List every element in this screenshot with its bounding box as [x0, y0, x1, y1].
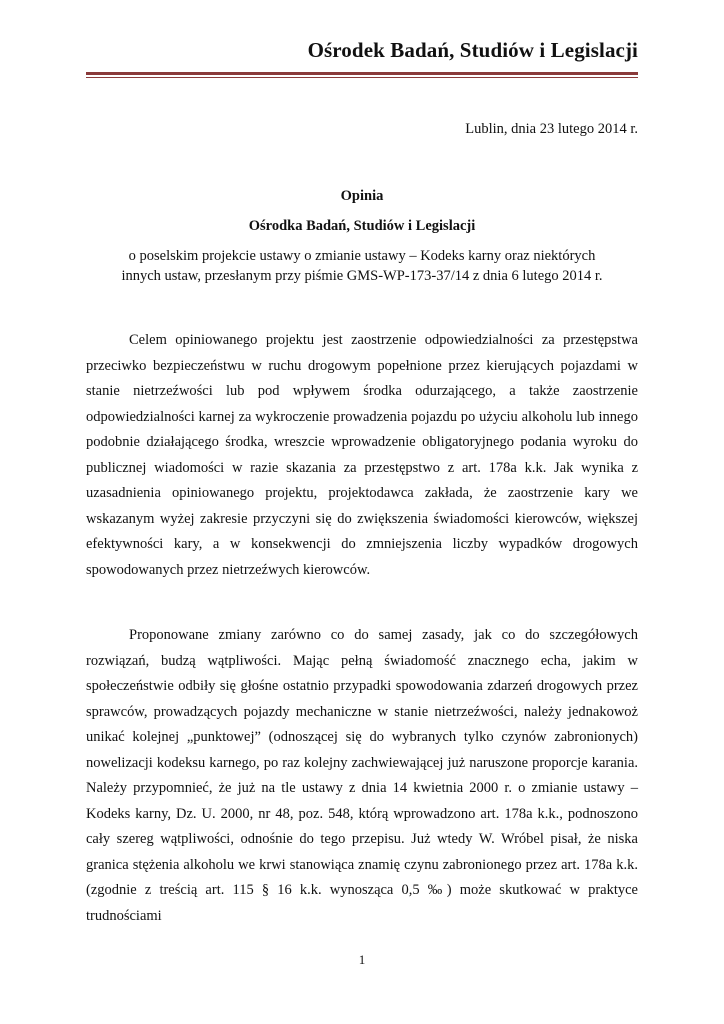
header-rule-thick — [86, 72, 638, 75]
date-line: Lublin, dnia 23 lutego 2014 r. — [465, 121, 638, 137]
paragraph-text: Celem opiniowanego projektu jest zaostrzenie odpowiedzialności za przestępstwa przeciwko bezpieczeństwu w ruchu drogowym popełnione przez kierujących pojazdami w stanie nietrzeźwości lub pod wpływem środka odurzającego, a także zaostrzenie odpowiedzialności karnej za wykroczenie prowadzenia pojazdu po użyciu alkoholu lub innego podobnie działającego środka, wreszcie wprowadzenie obligatoryjnego podania wyroku do publicznej wiadomości w razie skazania za przestępstwo z art. 178a k.k. Jak wynika z uzasadnienia opiniowanego projektu, projektodawca zakłada, że zaostrzenie kary we wskazanym wyżej zakresie przyczyni się do zwiększenia świadomości kierowców, większej efektywności kary, a w konsekwencji do zmniejszenia liczby wypadków drogowych spowodowanych przez nietrzeźwych kierowców. — [86, 332, 638, 578]
page-number: 1 — [358, 952, 366, 967]
paragraph-text: Proponowane zmiany zarówno co do samej zasady, jak co do szczegółowych rozwiązań, budzą wątpliwości. Mając pełną świadomość znacznego echa, jakim w społeczeństwie odbiły się głośne ostatnio przypadki spowodowania zdarzeń drogowych przez sprawców, prowadzących pojazdy mechaniczne w stanie nietrzeźwości, należy jednakowoż unikać kolejnej „punktowej” (odnoszącej się do wybranych tylko czynów zabronionych) nowelizacji kodeksu karnego, po raz kolejny zachwiewającej już naruszone proporcje karania. Należy przypomnieć, że już na tle ustawy z dnia 14 kwietnia 2000 r. o zmianie ustawy – Kodeks karny, Dz. U. 2000, nr 48, poz. 548, którą wprowadzono art. 178a k.k., podnoszono cały szereg wątpliwości, odnośnie do tego przepisu. Już wtedy W. Wróbel pisał, że niska granica stężenia alkoholu we krwi stanowiąca znamię czynu zabronionego przez art. 178a k.k. (zgodnie z treścią art. 115 § 16 k.k. wynosząca 0,5 ‰) może skutkować w praktyce trudnościami — [86, 627, 638, 924]
body-paragraph-2 — [86, 623, 638, 929]
subject-line-2: innych ustaw, przesłanym przy piśmie GMS-WP-173-37/14 z dnia 6 lutego 2014 r. — [121, 268, 603, 284]
body-paragraph-1 — [86, 328, 638, 583]
document-subheading: Ośrodka Badań, Studiów i Legislacji — [248, 218, 476, 234]
subject-line-1: o poselskim projekcie ustawy o zmianie ustawy – Kodeks karny oraz niektórych — [128, 248, 596, 264]
header-title: Ośrodek Badań, Studiów i Legislacji — [307, 38, 638, 62]
document-subject — [86, 246, 638, 286]
document-heading: Opinia — [340, 188, 384, 204]
header-rule-thin — [86, 77, 638, 78]
